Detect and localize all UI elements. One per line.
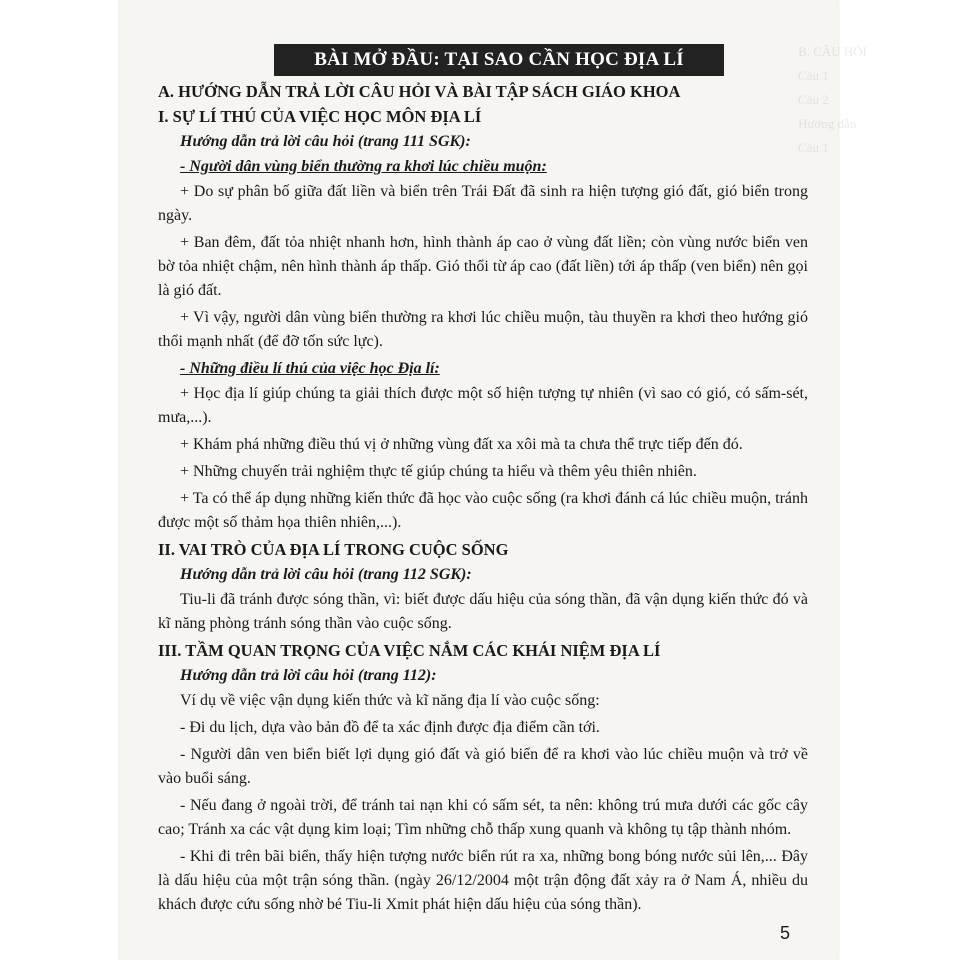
paragraph: + Ta có thể áp dụng những kiến thức đã học vào cuộc sống (ra khơi đánh cá lúc chiều muộn, tránh được một số thảm họa thiên nhiên,...). <box>158 490 808 531</box>
document-page <box>120 0 867 960</box>
paragraph: + Vì vậy, người dân vùng biển thường ra khơi lúc chiều muộn, tàu thuyền ra khơi theo hướng gió thổi mạnh nhất (để đỡ tốn sức lực). <box>158 309 808 350</box>
part-a-heading: A. HƯỚNG DẪN TRẢ LỜI CÂU HỎI VÀ BÀI TẬP SÁCH GIÁO KHOA <box>158 82 681 101</box>
paragraph: + Do sự phân bố giữa đất liền và biển trên Trái Đất đã sinh ra hiện tượng gió đất, gió biển trong ngày. <box>158 183 808 224</box>
paragraph: - Nếu đang ở ngoài trời, để tránh tai nạn khi có sấm sét, ta nên: không trú mưa dưới các gốc cây cao; Tránh xa các vật dụng kim loại; Tìm những chỗ thấp xung quanh và không tụ tập thành nhóm. <box>158 797 808 838</box>
paragraph: + Những chuyến trải nghiệm thực tế giúp chúng ta hiểu và thêm yêu thiên nhiên. <box>180 463 697 480</box>
paragraph: - Đi du lịch, dựa vào bản đồ để ta xác định được địa điểm cần tới. <box>180 719 600 736</box>
section-2-guide: Hướng dẫn trả lời câu hỏi (trang 112 SGK): <box>180 566 472 583</box>
section-3-heading: III. TẦM QUAN TRỌNG CỦA VIỆC NẮM CÁC KHÁI NIỆM ĐỊA LÍ <box>158 641 661 660</box>
paragraph: + Ban đêm, đất tỏa nhiệt nhanh hơn, hình thành áp cao ở vùng đất liền; còn vùng nước biển ven bờ tỏa nhiệt chậm, nên hình thành áp thấp. Gió thổi từ áp cao (đất liền) tới áp thấp (ven biển) nên gọi là gió đất. <box>158 234 808 299</box>
page-content <box>158 44 808 920</box>
section-1-subheading-1: - Người dân vùng biển thường ra khơi lúc chiều muộn: <box>180 158 547 175</box>
page-number: 5 <box>779 923 790 943</box>
show-through-text: B. CÂU HỎI Câu 1 Câu 2 Hướng dẫn Câu 1 <box>798 44 867 155</box>
paragraph: + Khám phá những điều thú vị ở những vùng đất xa xôi mà ta chưa thể trực tiếp đến đó. <box>180 436 743 453</box>
paragraph: + Học địa lí giúp chúng ta giải thích được một số hiện tượng tự nhiên (vì sao có gió, có sấm-sét, mưa,...). <box>158 385 808 426</box>
paragraph: - Khi đi trên bãi biển, thấy hiện tượng nước biển rút ra xa, những bong bóng nước sủi lên,... Đây là dấu hiệu của một trận sóng thần. (ngày 26/12/2004 một trận động đất xảy ra ở Nam Á, nhiều du khách được cứu sống nhờ bé Tiu-li Xmit phát hiện dấu hiệu của sóng thần). <box>158 848 808 913</box>
paragraph: Ví dụ về việc vận dụng kiến thức và kĩ năng địa lí vào cuộc sống: <box>180 692 600 709</box>
section-3-guide: Hướng dẫn trả lời câu hỏi (trang 112): <box>180 667 437 684</box>
section-1-subheading-2: - Những điều lí thú của việc học Địa lí: <box>180 360 440 377</box>
paragraph: Tiu-li đã tránh được sóng thần, vì: biết được dấu hiệu của sóng thần, đã vận dụng kiến thức đó và kĩ năng phòng tránh sóng thần vào cuộc sống. <box>158 591 808 632</box>
section-1-guide: Hướng dẫn trả lời câu hỏi (trang 111 SGK): <box>180 133 471 150</box>
chapter-title: BÀI MỞ ĐẦU: TẠI SAO CẦN HỌC ĐỊA LÍ <box>274 44 724 76</box>
section-1-heading: I. SỰ LÍ THÚ CỦA VIỆC HỌC MÔN ĐỊA LÍ <box>158 107 482 126</box>
paragraph: - Người dân ven biển biết lợi dụng gió đất và gió biển để ra khơi vào lúc chiều muộn và trở về vào buổi sáng. <box>158 746 808 787</box>
section-2-heading: II. VAI TRÒ CỦA ĐỊA LÍ TRONG CUỘC SỐNG <box>158 540 509 559</box>
